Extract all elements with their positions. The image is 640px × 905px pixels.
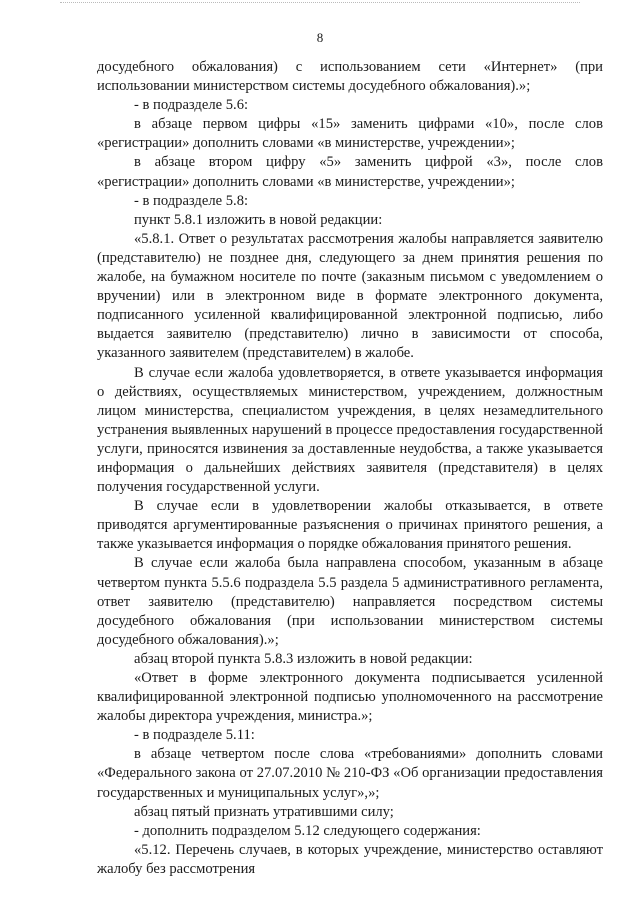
paragraph-5: - в подразделе 5.8: bbox=[134, 192, 249, 209]
paragraph-7: «5.8.1. Ответ о результатах рассмотрения жалобы направляется заявителю (представителю) не позднее дня, следующего за днем принятия решения по жалобе, на бумажном носителе по почте (заказным письмом с уведомлением о вручении) или в электронном виде в формате электронного документа, подписанного усиленной квалифицированной электронной подписью, либо выдается заявителю (представителю) лично в зависимости от способа, указанного заявителем (представителем) в жалобе. bbox=[97, 230, 603, 362]
paragraph-17: «5.12. Перечень случаев, в которых учреждение, министерство оставляют жалобу без рассмотрения bbox=[97, 841, 603, 877]
paragraph-3: в абзаце первом цифры «15» заменить цифрами «10», после слов «регистрации» дополнить словами «в министерстве, учреждении»; bbox=[97, 116, 603, 152]
document-body bbox=[97, 58, 603, 879]
paragraph-13: - в подразделе 5.11: bbox=[134, 727, 255, 744]
paragraph-8: В случае если жалоба удовлетворяется, в ответе указывается информация о действиях, осуществляемых министерством, учреждением, должностным лицом министерства, специалистом учреждения, в целях незамедлительного устранения выявленных нарушений в процессе предоставления государственной услуги, приносятся извинения за доставленные неудобства, а также указывается информация о дальнейших действиях заявителя (представителя) в целях получения государственной услуги. bbox=[97, 364, 603, 496]
paragraph-14: в абзаце четвертом после слова «требованиями» дополнить словами «Федерального закона от 27.07.2010 № 210-ФЗ «Об организации предоставления государственных и муниципальных услуг»,»; bbox=[97, 746, 603, 801]
paragraph-6: пункт 5.8.1 изложить в новой редакции: bbox=[134, 211, 383, 228]
paragraph-1: досудебного обжалования) с использованием сети «Интернет» (при использовании министерством системы досудебного обжалования).»; bbox=[97, 59, 603, 95]
paragraph-9: В случае если в удовлетворении жалобы отказывается, в ответе приводятся аргументированные разъяснения о причинах принятого решения, а также указывается информация о порядке обжалования принятого решения. bbox=[97, 498, 603, 553]
paragraph-4: в абзаце втором цифру «5» заменить цифрой «3», после слов «регистрации» дополнить словами «в министерстве, учреждении»; bbox=[97, 154, 603, 190]
paragraph-15: абзац пятый признать утратившими силу; bbox=[134, 803, 394, 820]
paragraph-12: «Ответ в форме электронного документа подписывается усиленной квалифицированной электронной подписью уполномоченного на рассмотрение жалобы директора учреждения, министра.»; bbox=[97, 670, 603, 725]
page-number: 8 bbox=[316, 30, 324, 45]
paragraph-16: - дополнить подразделом 5.12 следующего содержания: bbox=[134, 822, 481, 839]
paragraph-10: В случае если жалоба была направлена способом, указанным в абзаце четвертом пункта 5.5.6 подраздела 5.5 раздела 5 административного регламента, ответ заявителю (представителю) направляется посредством системы досудебного обжалования (при использовании министерством системы досудебного обжалования).»; bbox=[97, 555, 603, 648]
paragraph-11: абзац второй пункта 5.8.3 изложить в новой редакции: bbox=[134, 650, 473, 667]
scan-artifact-line bbox=[60, 2, 580, 4]
paragraph-2: - в подразделе 5.6: bbox=[134, 97, 249, 114]
